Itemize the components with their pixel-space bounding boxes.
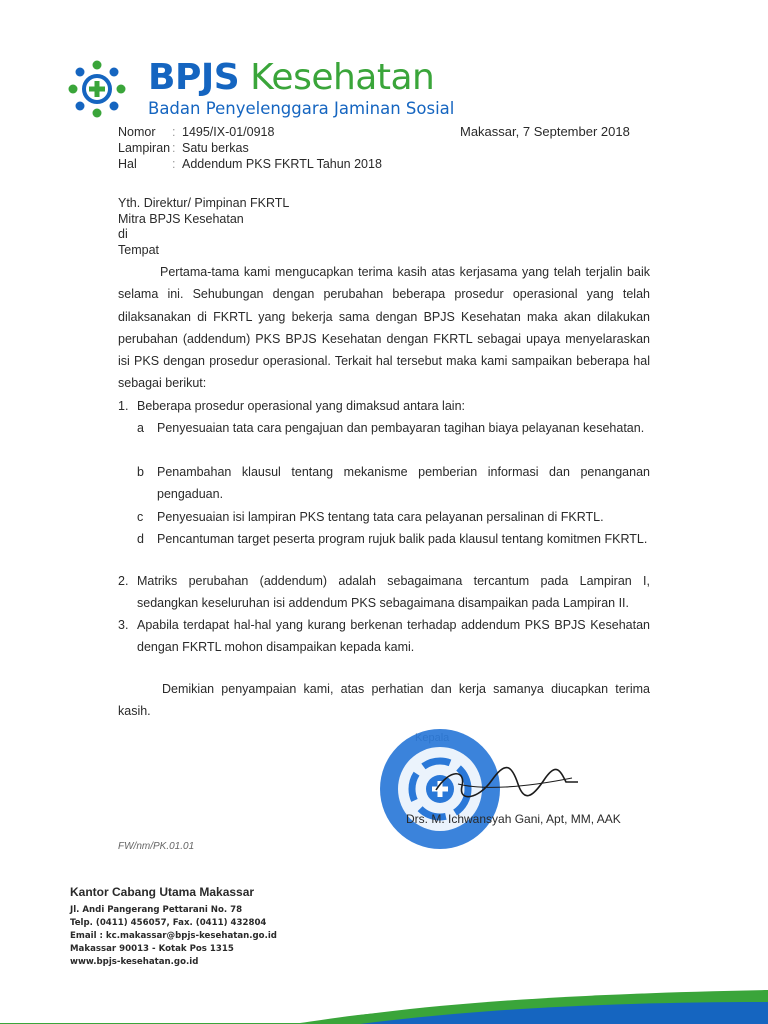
list-item-3-number: 3. [118,618,129,632]
sub-item-a-text: Penyesuaian tata cara pengajuan dan pembayaran tagihan biaya pelayanan kesehatan. [157,421,645,435]
signature-scribble [432,760,582,806]
letter-meta: Nomor : 1495/IX-01/0918 Lampiran : Satu berkas Hal : Addendum PKS FKRTL Tahun 2018 [118,125,382,171]
list-item-1-text: Beberapa prosedur operasional yang dimaksud antara lain: [137,399,465,413]
signatory-name: Drs. M. Ichwansyah Gani, Apt, MM, AAK [406,812,621,826]
office-email: Email : kc.makassar@bpjs-kesehatan.go.id [70,931,277,941]
hal-value: Addendum PKS FKRTL Tahun 2018 [182,157,382,171]
lampiran-value: Satu berkas [182,141,249,155]
list-item-2-text: Matriks perubahan (addendum) adalah sebagaimana tercantum pada Lampiran I, sedangkan keseluruhan isi addendum PKS sebagaimana disampaikan pada Lampiran II. [137,574,650,611]
office-address: Jl. Andi Pangerang Pettarani No. 78 [70,905,243,915]
list-item-2-number: 2. [118,574,129,588]
sub-item-b-text: Penambahan klausul tentang mekanisme pemberian informasi dan penanganan pengaduan. [157,465,650,502]
list-item-1-number: 1. [118,399,129,413]
office-info [70,885,277,969]
reference-code: FW/nm/PK.01.01 [118,841,195,852]
addressee: Yth. Direktur/ Pimpinan FKRTL Mitra BPJS Kesehatan di Tempat [118,196,290,257]
office-website: www.bpjs-kesehatan.go.id [70,957,199,967]
sub-item-c-text: Penyesuaian isi lampiran PKS tentang tata cara pelayanan persalinan di FKRTL. [157,510,604,524]
intro-paragraph: Pertama-tama kami mengucapkan terima kasih atas kerjasama yang telah terjalin baik selama ini. Sehubungan dengan perubahan beberapa prosedur operasional yang telah dilaksanakan di FKRTL yang bekerja sama dengan BPJS Kesehatan maka akan dilakukan perubahan (addendum) PKS BPJS Kesehatan dengan FKRTL sebagai upaya menyelaraskan isi PKS dengan prosedur operasional. Terkait hal tersebut maka kami sampaikan beberapa hal sebagai berikut: [118,265,650,391]
letter-date: Makassar, 7 September 2018 [460,124,630,139]
footer-wave [0,990,768,1024]
office-title: Kantor Cabang Utama Makassar [70,885,255,899]
nomor-value: 1495/IX-01/0918 [182,125,275,139]
list-item-3-text: Apabila terdapat hal-hal yang kurang berkenan terhadap addendum PKS BPJS Kesehatan dengan FKRTL mohon disampaikan kepada kami. [137,618,650,655]
office-postal: Makassar 90013 - Kotak Pos 1315 [70,944,234,954]
office-phone: Telp. (0411) 456057, Fax. (0411) 432804 [70,918,267,928]
bpjs-logo-icon [68,60,126,118]
sub-item-d-letter: d [137,532,144,546]
sub-item-a-letter: a [137,421,144,435]
sub-item-b-letter: b [137,465,144,479]
brand-subtitle: Badan Penyelenggara Jaminan Sosial [148,99,455,118]
brand-name: BPJS Kesehatan [148,57,435,98]
closing-paragraph: Demikian penyampaian kami, atas perhatian dan kerja samanya diucapkan terima kasih. [118,682,650,719]
letterhead [148,58,454,118]
sub-item-c-letter: c [137,510,144,524]
sub-item-d-text: Pencantuman target peserta program rujuk balik pada klausul tentang komitmen FKRTL. [157,532,648,546]
